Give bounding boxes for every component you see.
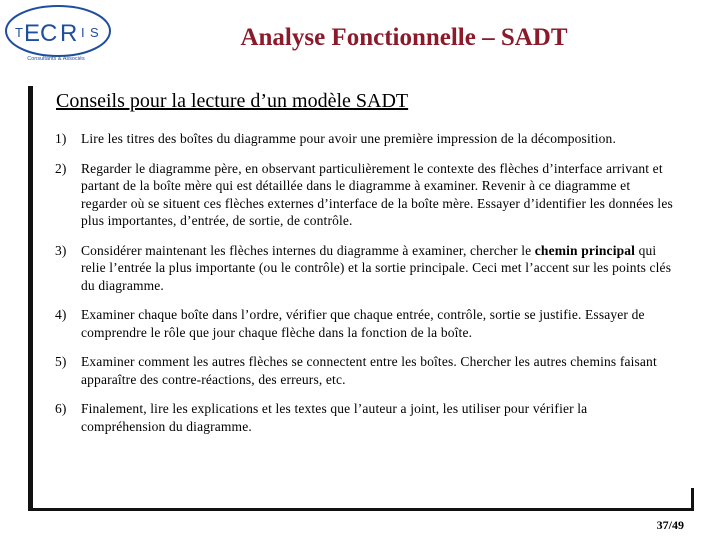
list-item-text: Lire les titres des boîtes du diagramme pour avoir une première impression de la décomposition. bbox=[81, 131, 616, 146]
list-item-text: Finalement, lire les explications et les textes que l’auteur a joint, les utiliser pour vérifier la compréhension du diagramme. bbox=[81, 401, 588, 434]
list-item-text: Examiner chaque boîte dans l’ordre, vérifier que chaque entrée, contrôle, sortie se justifie. Essayer de comprendre le rôle que jour chaque flèche dans la fonction de la boîte. bbox=[81, 307, 645, 340]
list-item bbox=[55, 160, 673, 230]
list-item-text-start: Considérer maintenant les flèches internes du diagramme à examiner, chercher le bbox=[81, 242, 535, 258]
logo-letter-i: I bbox=[81, 25, 85, 40]
list-item-number: 1) bbox=[55, 131, 67, 146]
frame-right-border bbox=[691, 488, 694, 510]
tecris-logo bbox=[2, 2, 114, 64]
logo-letter-c: C bbox=[40, 20, 58, 47]
list-item-number: 3) bbox=[55, 242, 67, 258]
logo-letter-t: T bbox=[15, 25, 23, 40]
slide-title: Analyse Fonctionnelle – SADT bbox=[240, 24, 568, 51]
list-item bbox=[55, 130, 673, 148]
logo-tagline: Consultants & Associés bbox=[27, 56, 85, 62]
list-item bbox=[55, 353, 673, 388]
list-item-text: Examiner comment les autres flèches se connectent entre les boîtes. Chercher les autres chemins faisant apparaître des contre-réactions, des erreurs, etc. bbox=[81, 354, 657, 387]
frame-left-border bbox=[28, 86, 33, 510]
logo-letter-r: R bbox=[60, 20, 78, 47]
list-item-text-end: qui relie l’entrée la plus importante (ou le contrôle) et la sortie principale. Ceci met l’accent sur les points clés du diagramme. bbox=[81, 242, 672, 293]
page-number: 37/49 bbox=[656, 518, 684, 532]
list-item-number: 5) bbox=[55, 354, 67, 369]
advice-list bbox=[55, 130, 673, 447]
list-item bbox=[55, 306, 673, 341]
section-subtitle: Conseils pour la lecture d’un modèle SADT bbox=[56, 90, 409, 112]
emphasis-chemin-principal: chemin principal bbox=[534, 242, 636, 258]
list-item-text bbox=[81, 242, 673, 295]
logo-letter-e: E bbox=[24, 20, 41, 47]
list-item-number: 4) bbox=[55, 307, 67, 322]
list-item-text: Regarder le diagramme père, en observant particulièrement le contexte des flèches d’interface arrivant et partant de la boîte mère qui est détaillée dans le diagramme à examiner. Revenir à ce diagramme et regarder où se situent ces flèches externes d’interface de la boîte mère. Essayer d’identifier les données les plus importantes, d’entrée, de sortie, de contrôle. bbox=[81, 160, 673, 228]
list-item bbox=[55, 400, 673, 435]
frame-bottom-border bbox=[28, 508, 694, 511]
logo-letter-s: S bbox=[90, 25, 99, 40]
list-item bbox=[55, 242, 673, 295]
list-item-number: 6) bbox=[55, 401, 67, 416]
list-item-number: 2) bbox=[55, 160, 67, 176]
